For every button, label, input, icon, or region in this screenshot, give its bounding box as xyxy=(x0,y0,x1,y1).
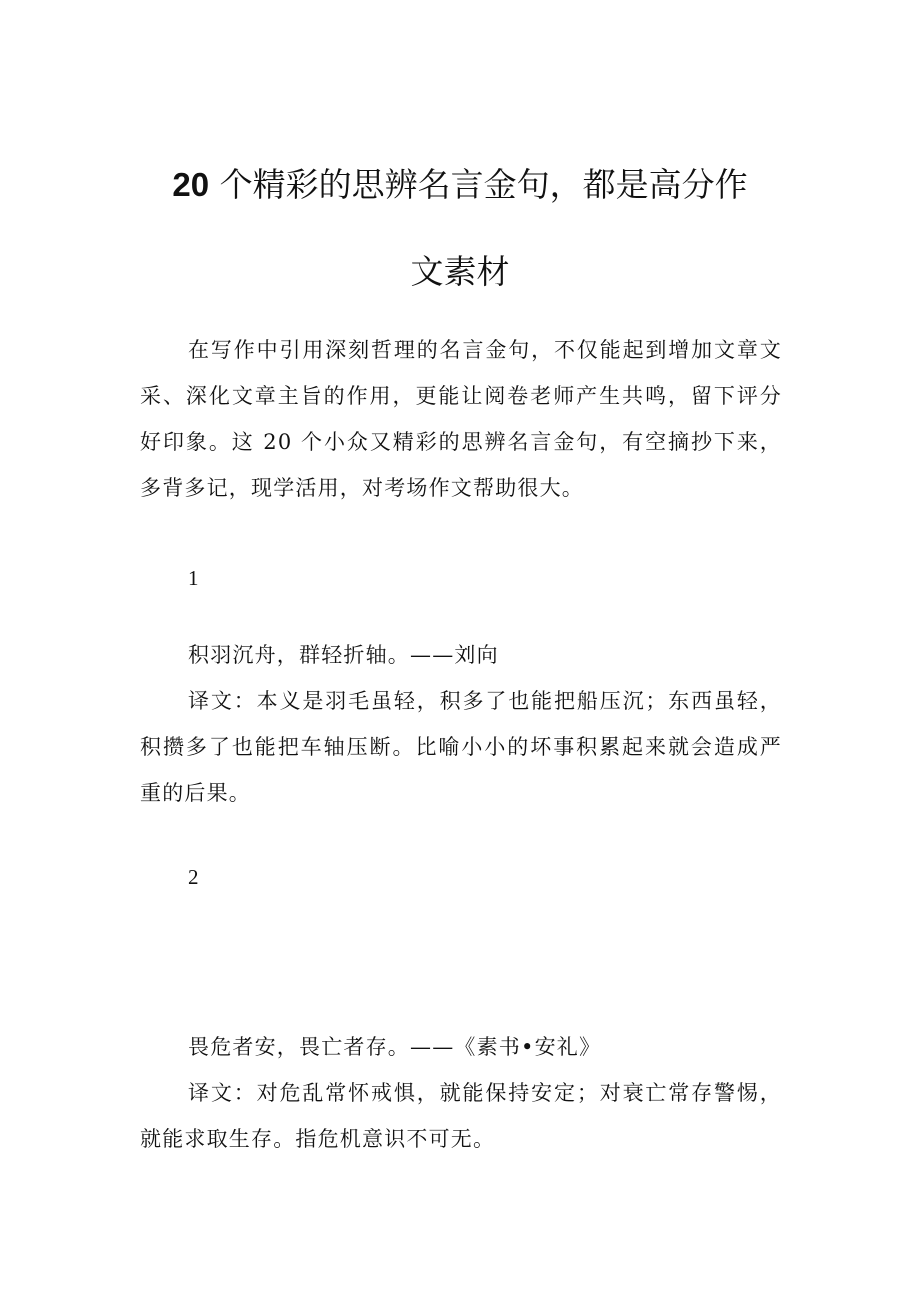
item-number-2: 2 xyxy=(188,865,199,889)
intro-paragraph: 在写作中引用深刻哲理的名言金句，不仅能起到增加文章文采、深化文章主旨的作用，更能让阅卷老师产生共鸣，留下评分好印象。这 20 个小众又精彩的思辨名言金句，有空摘抄下来，多背多记，现学活用，对考场作文帮助很大。 xyxy=(140,338,782,500)
title-number: 20 xyxy=(172,166,210,203)
item-translation-1: 译文：本义是羽毛虽轻，积多了也能把船压沉；东西虽轻，积攒多了也能把车轴压断。比喻小小的坏事积累起来就会造成严重的后果。 xyxy=(140,689,782,805)
title-text-1: 个精彩的思辨名言金句，都是高分作 xyxy=(209,165,748,204)
item-number-1: 1 xyxy=(188,566,199,590)
document-title-line-1 xyxy=(0,165,920,205)
document-title-line-2: 文素材 xyxy=(410,252,510,291)
item-quote-1: 积羽沉舟，群轻折轴。——刘向 xyxy=(188,643,499,667)
item-quote-2: 畏危者安，畏亡者存。——《素书•安礼》 xyxy=(188,1035,602,1059)
item-translation-2: 译文：对危乱常怀戒惧，就能保持安定；对衰亡常存警惕，就能求取生存。指危机意识不可无。 xyxy=(140,1081,782,1151)
